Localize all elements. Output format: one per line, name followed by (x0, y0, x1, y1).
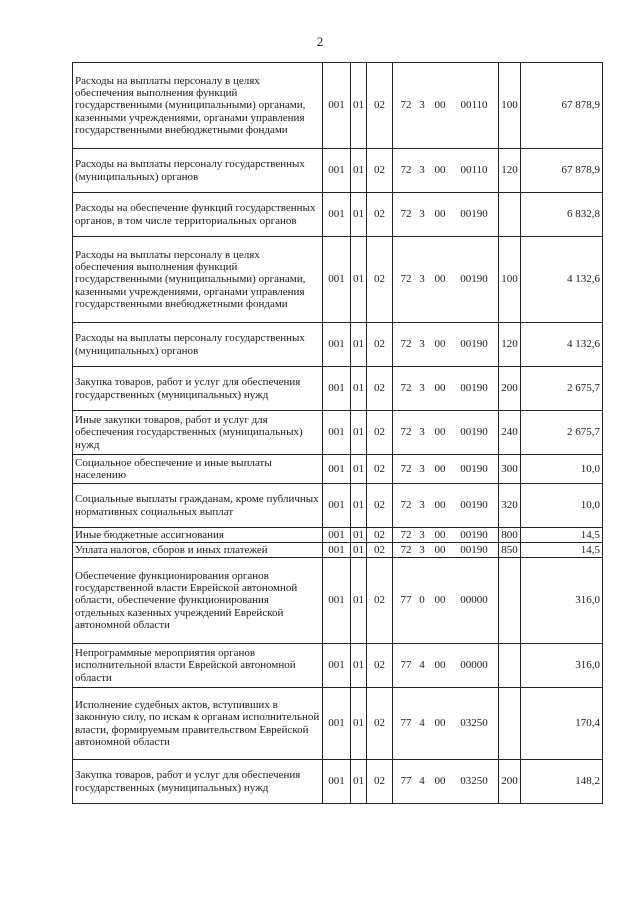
cs-direction: 03250 (460, 775, 488, 788)
cs-subprogram: 3 (419, 462, 425, 475)
cs-group: 00 (434, 717, 446, 730)
cs-subprogram: 3 (419, 164, 425, 177)
expense-type-code: 240 (499, 411, 521, 455)
target-article-code (393, 528, 499, 543)
razdel-code: 01 (351, 63, 367, 149)
row-description: Закупка товаров, работ и услуг для обеспечения государственных (муниципальных) нужд (73, 367, 323, 411)
cs-group: 00 (434, 499, 446, 512)
cs-direction: 00190 (460, 426, 488, 439)
cs-group: 00 (434, 273, 446, 286)
cs-subprogram: 3 (419, 273, 425, 286)
cs-program: 72 (400, 528, 412, 541)
cs-program: 77 (400, 659, 412, 672)
table-row (73, 760, 603, 804)
cs-subprogram: 3 (419, 99, 425, 112)
razdel-code: 01 (351, 688, 367, 760)
cs-group: 00 (434, 382, 446, 395)
expense-type-code: 100 (499, 237, 521, 323)
target-article-code (393, 63, 499, 149)
razdel-code: 01 (351, 644, 367, 688)
podrazdel-code: 02 (367, 367, 393, 411)
cs-direction: 00110 (460, 164, 488, 177)
podrazdel-code: 02 (367, 484, 393, 528)
podrazdel-code: 02 (367, 528, 393, 543)
cs-subprogram: 3 (419, 543, 425, 556)
expense-type-code: 120 (499, 149, 521, 193)
cs-direction: 00190 (460, 273, 488, 286)
target-article-code (393, 323, 499, 367)
budget-table (72, 62, 603, 804)
amount: 67 878,9 (521, 63, 603, 149)
podrazdel-code: 02 (367, 688, 393, 760)
table-row (73, 149, 603, 193)
table-row (73, 411, 603, 455)
row-description: Расходы на обеспечение функций государственных органов, в том числе территориальных органов (73, 193, 323, 237)
amount: 10,0 (521, 455, 603, 484)
cs-subprogram: 4 (419, 775, 425, 788)
row-description: Иные бюджетные ассигнования (73, 528, 323, 543)
table-row (73, 237, 603, 323)
razdel-code: 01 (351, 760, 367, 804)
row-description: Расходы на выплаты персоналу в целях обеспечения выполнения функций государственными (муниципальными) органами, казенными учреждениями, органами управления государственными внебюджетными фондами (73, 63, 323, 149)
cs-subprogram: 4 (419, 717, 425, 730)
row-description: Иные закупки товаров, работ и услуг для обеспечения государственных (муниципальных) нужд (73, 411, 323, 455)
amount: 170,4 (521, 688, 603, 760)
cs-program: 72 (400, 338, 412, 351)
cs-group: 00 (434, 426, 446, 439)
cs-group: 00 (434, 543, 446, 556)
cs-direction: 00190 (460, 208, 488, 221)
podrazdel-code: 02 (367, 411, 393, 455)
vedomstvo-code: 001 (323, 455, 351, 484)
podrazdel-code: 02 (367, 543, 393, 558)
cs-group: 00 (434, 338, 446, 351)
cs-program: 72 (400, 208, 412, 221)
expense-type-code: 120 (499, 323, 521, 367)
vedomstvo-code: 001 (323, 558, 351, 644)
razdel-code: 01 (351, 367, 367, 411)
vedomstvo-code: 001 (323, 367, 351, 411)
cs-program: 72 (400, 426, 412, 439)
cs-direction: 00110 (460, 99, 488, 112)
amount: 6 832,8 (521, 193, 603, 237)
cs-subprogram: 4 (419, 659, 425, 672)
target-article-code (393, 543, 499, 558)
expense-type-code: 850 (499, 543, 521, 558)
vedomstvo-code: 001 (323, 193, 351, 237)
target-article-code (393, 237, 499, 323)
table-row (73, 193, 603, 237)
cs-program: 77 (400, 717, 412, 730)
table-row (73, 455, 603, 484)
target-article-code (393, 193, 499, 237)
vedomstvo-code: 001 (323, 528, 351, 543)
table-row (73, 323, 603, 367)
vedomstvo-code: 001 (323, 760, 351, 804)
row-description: Закупка товаров, работ и услуг для обеспечения государственных (муниципальных) нужд (73, 760, 323, 804)
cs-group: 00 (434, 164, 446, 177)
cs-program: 77 (400, 594, 412, 607)
expense-type-code (499, 644, 521, 688)
row-description: Уплата налогов, сборов и иных платежей (73, 543, 323, 558)
razdel-code: 01 (351, 237, 367, 323)
amount: 4 132,6 (521, 323, 603, 367)
cs-subprogram: 3 (419, 338, 425, 351)
expense-type-code: 100 (499, 63, 521, 149)
amount: 2 675,7 (521, 411, 603, 455)
razdel-code: 01 (351, 528, 367, 543)
cs-subprogram: 3 (419, 426, 425, 439)
cs-group: 00 (434, 594, 446, 607)
podrazdel-code: 02 (367, 760, 393, 804)
table-row (73, 543, 603, 558)
expense-type-code (499, 558, 521, 644)
vedomstvo-code: 001 (323, 543, 351, 558)
cs-direction: 00190 (460, 338, 488, 351)
table-row (73, 484, 603, 528)
cs-direction: 03250 (460, 717, 488, 730)
budget-table-body (73, 63, 603, 804)
podrazdel-code: 02 (367, 63, 393, 149)
table-row (73, 644, 603, 688)
cs-direction: 00190 (460, 382, 488, 395)
cs-program: 77 (400, 775, 412, 788)
cs-program: 72 (400, 462, 412, 475)
amount: 67 878,9 (521, 149, 603, 193)
podrazdel-code: 02 (367, 237, 393, 323)
cs-group: 00 (434, 208, 446, 221)
razdel-code: 01 (351, 455, 367, 484)
cs-program: 72 (400, 273, 412, 286)
target-article-code (393, 455, 499, 484)
table-row (73, 558, 603, 644)
target-article-code (393, 149, 499, 193)
razdel-code: 01 (351, 411, 367, 455)
amount: 14,5 (521, 528, 603, 543)
cs-subprogram: 3 (419, 208, 425, 221)
expense-type-code: 200 (499, 367, 521, 411)
expense-type-code (499, 688, 521, 760)
row-description: Непрограммные мероприятия органов исполнительной власти Еврейской автономной области (73, 644, 323, 688)
podrazdel-code: 02 (367, 558, 393, 644)
podrazdel-code: 02 (367, 644, 393, 688)
amount: 316,0 (521, 558, 603, 644)
cs-subprogram: 0 (419, 594, 425, 607)
podrazdel-code: 02 (367, 323, 393, 367)
row-description: Социальные выплаты гражданам, кроме публичных нормативных социальных выплат (73, 484, 323, 528)
amount: 14,5 (521, 543, 603, 558)
razdel-code: 01 (351, 149, 367, 193)
cs-group: 00 (434, 528, 446, 541)
cs-direction: 00000 (460, 594, 488, 607)
target-article-code (393, 484, 499, 528)
target-article-code (393, 688, 499, 760)
vedomstvo-code: 001 (323, 63, 351, 149)
cs-direction: 00190 (460, 499, 488, 512)
cs-program: 72 (400, 99, 412, 112)
cs-direction: 00190 (460, 528, 488, 541)
target-article-code (393, 644, 499, 688)
cs-subprogram: 3 (419, 528, 425, 541)
amount: 4 132,6 (521, 237, 603, 323)
target-article-code (393, 367, 499, 411)
vedomstvo-code: 001 (323, 688, 351, 760)
expense-type-code: 300 (499, 455, 521, 484)
row-description: Социальное обеспечение и иные выплаты населению (73, 455, 323, 484)
table-row (73, 528, 603, 543)
page-number: 2 (316, 34, 324, 49)
row-description: Расходы на выплаты персоналу государственных (муниципальных) органов (73, 149, 323, 193)
cs-program: 72 (400, 382, 412, 395)
vedomstvo-code: 001 (323, 237, 351, 323)
row-description: Расходы на выплаты персоналу государственных (муниципальных) органов (73, 323, 323, 367)
cs-direction: 00190 (460, 543, 488, 556)
cs-program: 72 (400, 499, 412, 512)
razdel-code: 01 (351, 543, 367, 558)
amount: 316,0 (521, 644, 603, 688)
vedomstvo-code: 001 (323, 484, 351, 528)
razdel-code: 01 (351, 484, 367, 528)
razdel-code: 01 (351, 193, 367, 237)
table-row (73, 63, 603, 149)
cs-group: 00 (434, 659, 446, 672)
row-description: Расходы на выплаты персоналу в целях обеспечения выполнения функций государственными (муниципальными) органами, казенными учреждениями, органами управления государственными внебюджетными фондами (73, 237, 323, 323)
expense-type-code (499, 193, 521, 237)
cs-group: 00 (434, 99, 446, 112)
expense-type-code: 320 (499, 484, 521, 528)
amount: 10,0 (521, 484, 603, 528)
podrazdel-code: 02 (367, 193, 393, 237)
amount: 148,2 (521, 760, 603, 804)
table-row (73, 688, 603, 760)
cs-direction: 00190 (460, 462, 488, 475)
cs-group: 00 (434, 775, 446, 788)
razdel-code: 01 (351, 323, 367, 367)
vedomstvo-code: 001 (323, 644, 351, 688)
cs-program: 72 (400, 543, 412, 556)
amount: 2 675,7 (521, 367, 603, 411)
podrazdel-code: 02 (367, 149, 393, 193)
target-article-code (393, 558, 499, 644)
cs-subprogram: 3 (419, 499, 425, 512)
cs-direction: 00000 (460, 659, 488, 672)
vedomstvo-code: 001 (323, 323, 351, 367)
row-description: Исполнение судебных актов, вступивших в законную силу, по искам к органам исполнительной власти, формируемым правительством Еврейской автономной области (73, 688, 323, 760)
vedomstvo-code: 001 (323, 149, 351, 193)
row-description: Обеспечение функционирования органов государственной власти Еврейской автономной области, обеспечение функционирования отдельных казенных учреждений Еврейской автономной области (73, 558, 323, 644)
expense-type-code: 800 (499, 528, 521, 543)
cs-subprogram: 3 (419, 382, 425, 395)
target-article-code (393, 760, 499, 804)
cs-group: 00 (434, 462, 446, 475)
cs-program: 72 (400, 164, 412, 177)
target-article-code (393, 411, 499, 455)
table-row (73, 367, 603, 411)
podrazdel-code: 02 (367, 455, 393, 484)
expense-type-code: 200 (499, 760, 521, 804)
vedomstvo-code: 001 (323, 411, 351, 455)
razdel-code: 01 (351, 558, 367, 644)
